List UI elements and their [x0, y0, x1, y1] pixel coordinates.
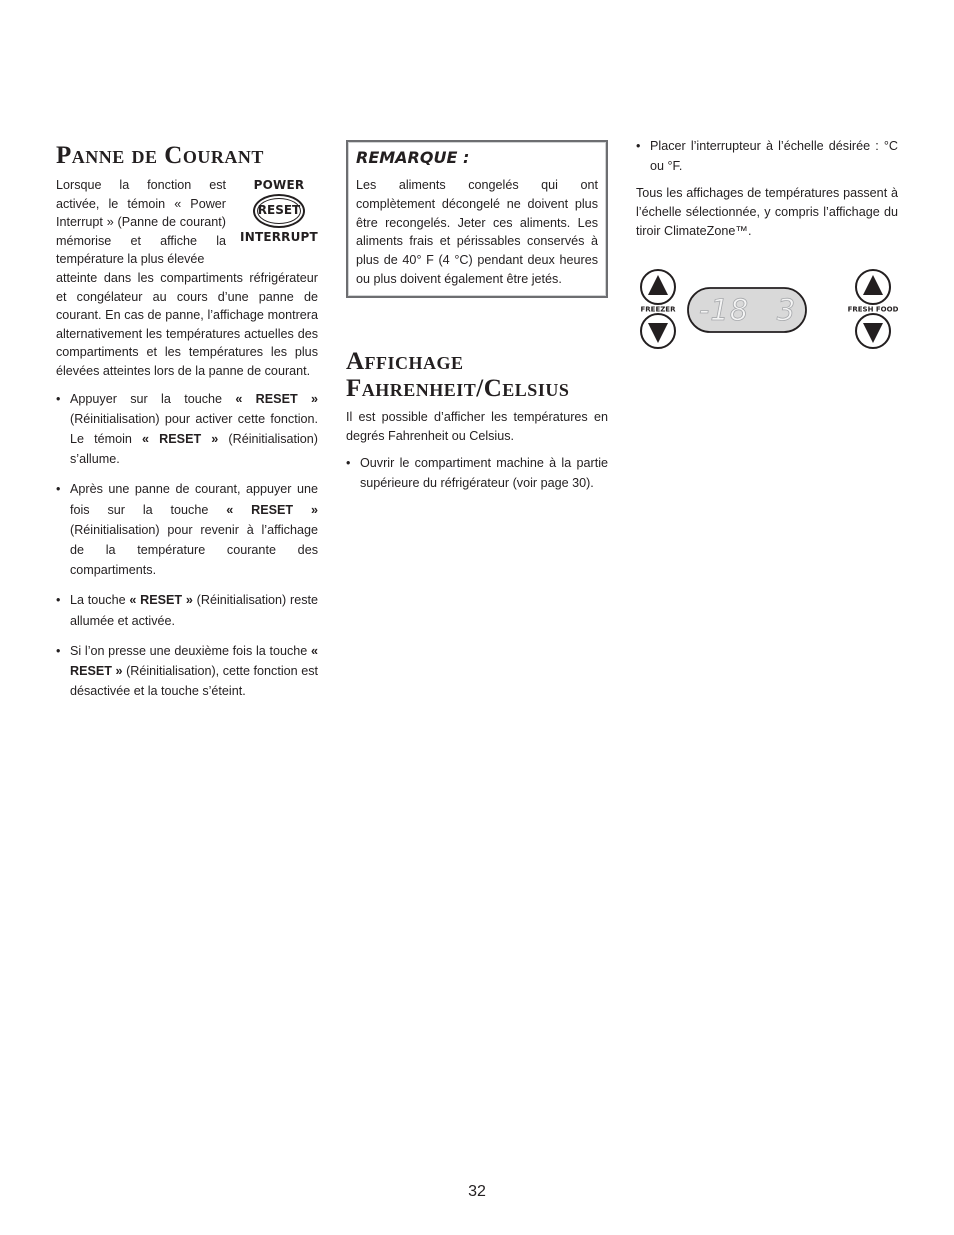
scale-paragraph: Tous les affichages de températures passent à l’échelle sélectionnée, y compris l’affichage du tiroir ClimateZone™. [636, 186, 898, 238]
list-item: • La touche « RESET » (Réinitialisation) reste allumée et activée. [56, 590, 318, 630]
heading-line2: Fahrenheit/Celsius [346, 375, 570, 402]
logo-top-text: POWER [253, 178, 305, 192]
display-units-steps [346, 453, 608, 493]
logo-middle-text: RESET [257, 203, 301, 217]
freezer-up-button-icon [641, 270, 675, 304]
fresh-food-label: FRESH FOOD [847, 305, 898, 314]
power-interrupt-steps [56, 389, 318, 702]
heading-line1: Affichage [346, 348, 464, 375]
list-item: • Appuyer sur la touche « RESET » (Réinitialisation) pour activer cette fonction. Le témoin « RESET » (Réinitialisation) s’allume. [56, 389, 318, 470]
fresh-food-down-button-icon [856, 314, 890, 348]
note-title: REMARQUE : [356, 148, 470, 167]
power-interrupt-logo [236, 178, 322, 254]
section-scale-selection [636, 138, 898, 240]
list-item: • Après une panne de courant, appuyer une fois sur la touche « RESET » (Réinitialisation) pour revenir à l’affichage de la température courante des compartiments. [56, 479, 318, 580]
note-box [346, 140, 608, 298]
fresh-food-up-button-icon [856, 270, 890, 304]
temperature-control-panel [636, 268, 898, 350]
section-heading-display-units [346, 348, 608, 402]
control-panel-illustration [636, 268, 898, 350]
scale-steps [636, 136, 898, 176]
section-heading-power-outage: Panne de Courant [56, 142, 264, 169]
display-units-intro: Il est possible d’afficher les températures en degrés Fahrenheit ou Celsius. [346, 410, 608, 443]
page-number: 32 [468, 1183, 486, 1200]
reset-button-icon [253, 194, 305, 228]
intro-paragraph-part1: Lorsque la fonction est activée, le témoin « Power Interrupt » (Panne de courant) mémorise et affiche la température la plus élevée [56, 178, 226, 267]
list-item: • Ouvrir le compartiment machine à la partie supérieure du réfrigérateur (voir page 30). [346, 453, 608, 493]
logo-bottom-text: INTERRUPT [240, 230, 318, 244]
section-fahrenheit-celsius [346, 348, 608, 494]
freezer-temperature-value: -18 [698, 293, 750, 327]
note-text: Les aliments congelés qui ont complètement décongelé ne doivent plus être recongelés. Jeter ces aliments. Les aliments frais et périssables conservés à plus de 40° F (4 °C) pendant deux heures ou plus doivent également être jetés. [356, 178, 598, 286]
freezer-down-button-icon [641, 314, 675, 348]
list-item: • Placer l’interrupteur à l’échelle désirée : °C ou °F. [636, 136, 898, 176]
intro-paragraph-part2: atteinte dans les compartiments réfrigérateur et congélateur au cours d’une panne de courant. En cas de panne, l’affichage montrera alternativement les températures actuelles des compartiments et les températures les plus élevées atteintes lors de la panne de courant. [56, 270, 318, 378]
section-power-interrupt [56, 138, 318, 701]
fresh-food-temperature-value: 3 [776, 293, 796, 327]
temperature-display [688, 288, 806, 332]
list-item: • Si l’on presse une deuxième fois la touche « RESET » (Réinitialisation), cette fonction est désactivée et la touche s’éteint. [56, 641, 318, 702]
freezer-label: FREEZER [640, 305, 676, 314]
